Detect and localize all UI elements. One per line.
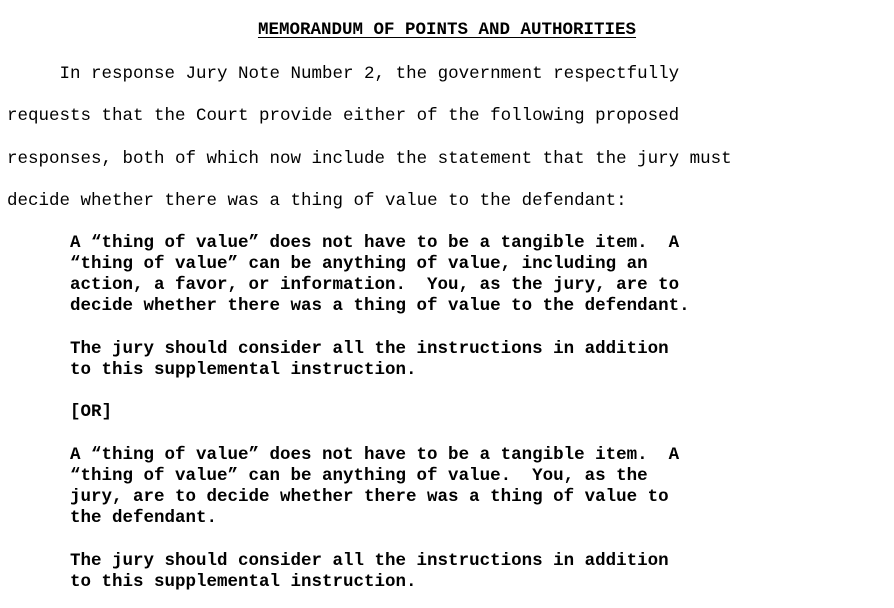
- instruction-line: decide whether there was a thing of value to the defendant.: [70, 296, 690, 316]
- intro-line: decide whether there was a thing of value to the defendant:: [7, 191, 627, 211]
- intro-line: In response Jury Note Number 2, the government respectfully: [7, 64, 680, 84]
- instruction-line: A “thing of value” does not have to be a tangible item. A: [70, 233, 680, 253]
- instruction-line: the defendant.: [70, 508, 218, 528]
- proposed-instruction-one: [70, 233, 830, 317]
- proposed-instruction-two: [70, 445, 830, 529]
- consider-all-instructions-two: [70, 551, 830, 593]
- intro-line: responses, both of which now include the statement that the jury must: [7, 149, 732, 169]
- consider-all-instructions-one: [70, 339, 830, 381]
- instruction-line: “thing of value” can be anything of value. You, as the: [70, 466, 648, 486]
- memorandum-title: MEMORANDUM OF POINTS AND AUTHORITIES: [257, 20, 637, 40]
- instruction-line: to this supplemental instruction.: [70, 360, 417, 380]
- or-label: [OR]: [70, 402, 113, 422]
- instruction-line: A “thing of value” does not have to be a tangible item. A: [70, 445, 680, 465]
- instruction-line: jury, are to decide whether there was a thing of value to: [70, 487, 669, 507]
- instruction-line: action, a favor, or information. You, as the jury, are to: [70, 275, 680, 295]
- instruction-line: The jury should consider all the instructions in addition: [70, 339, 669, 359]
- instruction-line: “thing of value” can be anything of value, including an: [70, 254, 648, 274]
- intro-line: requests that the Court provide either of the following proposed: [7, 106, 680, 126]
- or-separator: [70, 402, 830, 423]
- instruction-line: to this supplemental instruction.: [70, 572, 417, 592]
- instruction-line: The jury should consider all the instructions in addition: [70, 551, 669, 571]
